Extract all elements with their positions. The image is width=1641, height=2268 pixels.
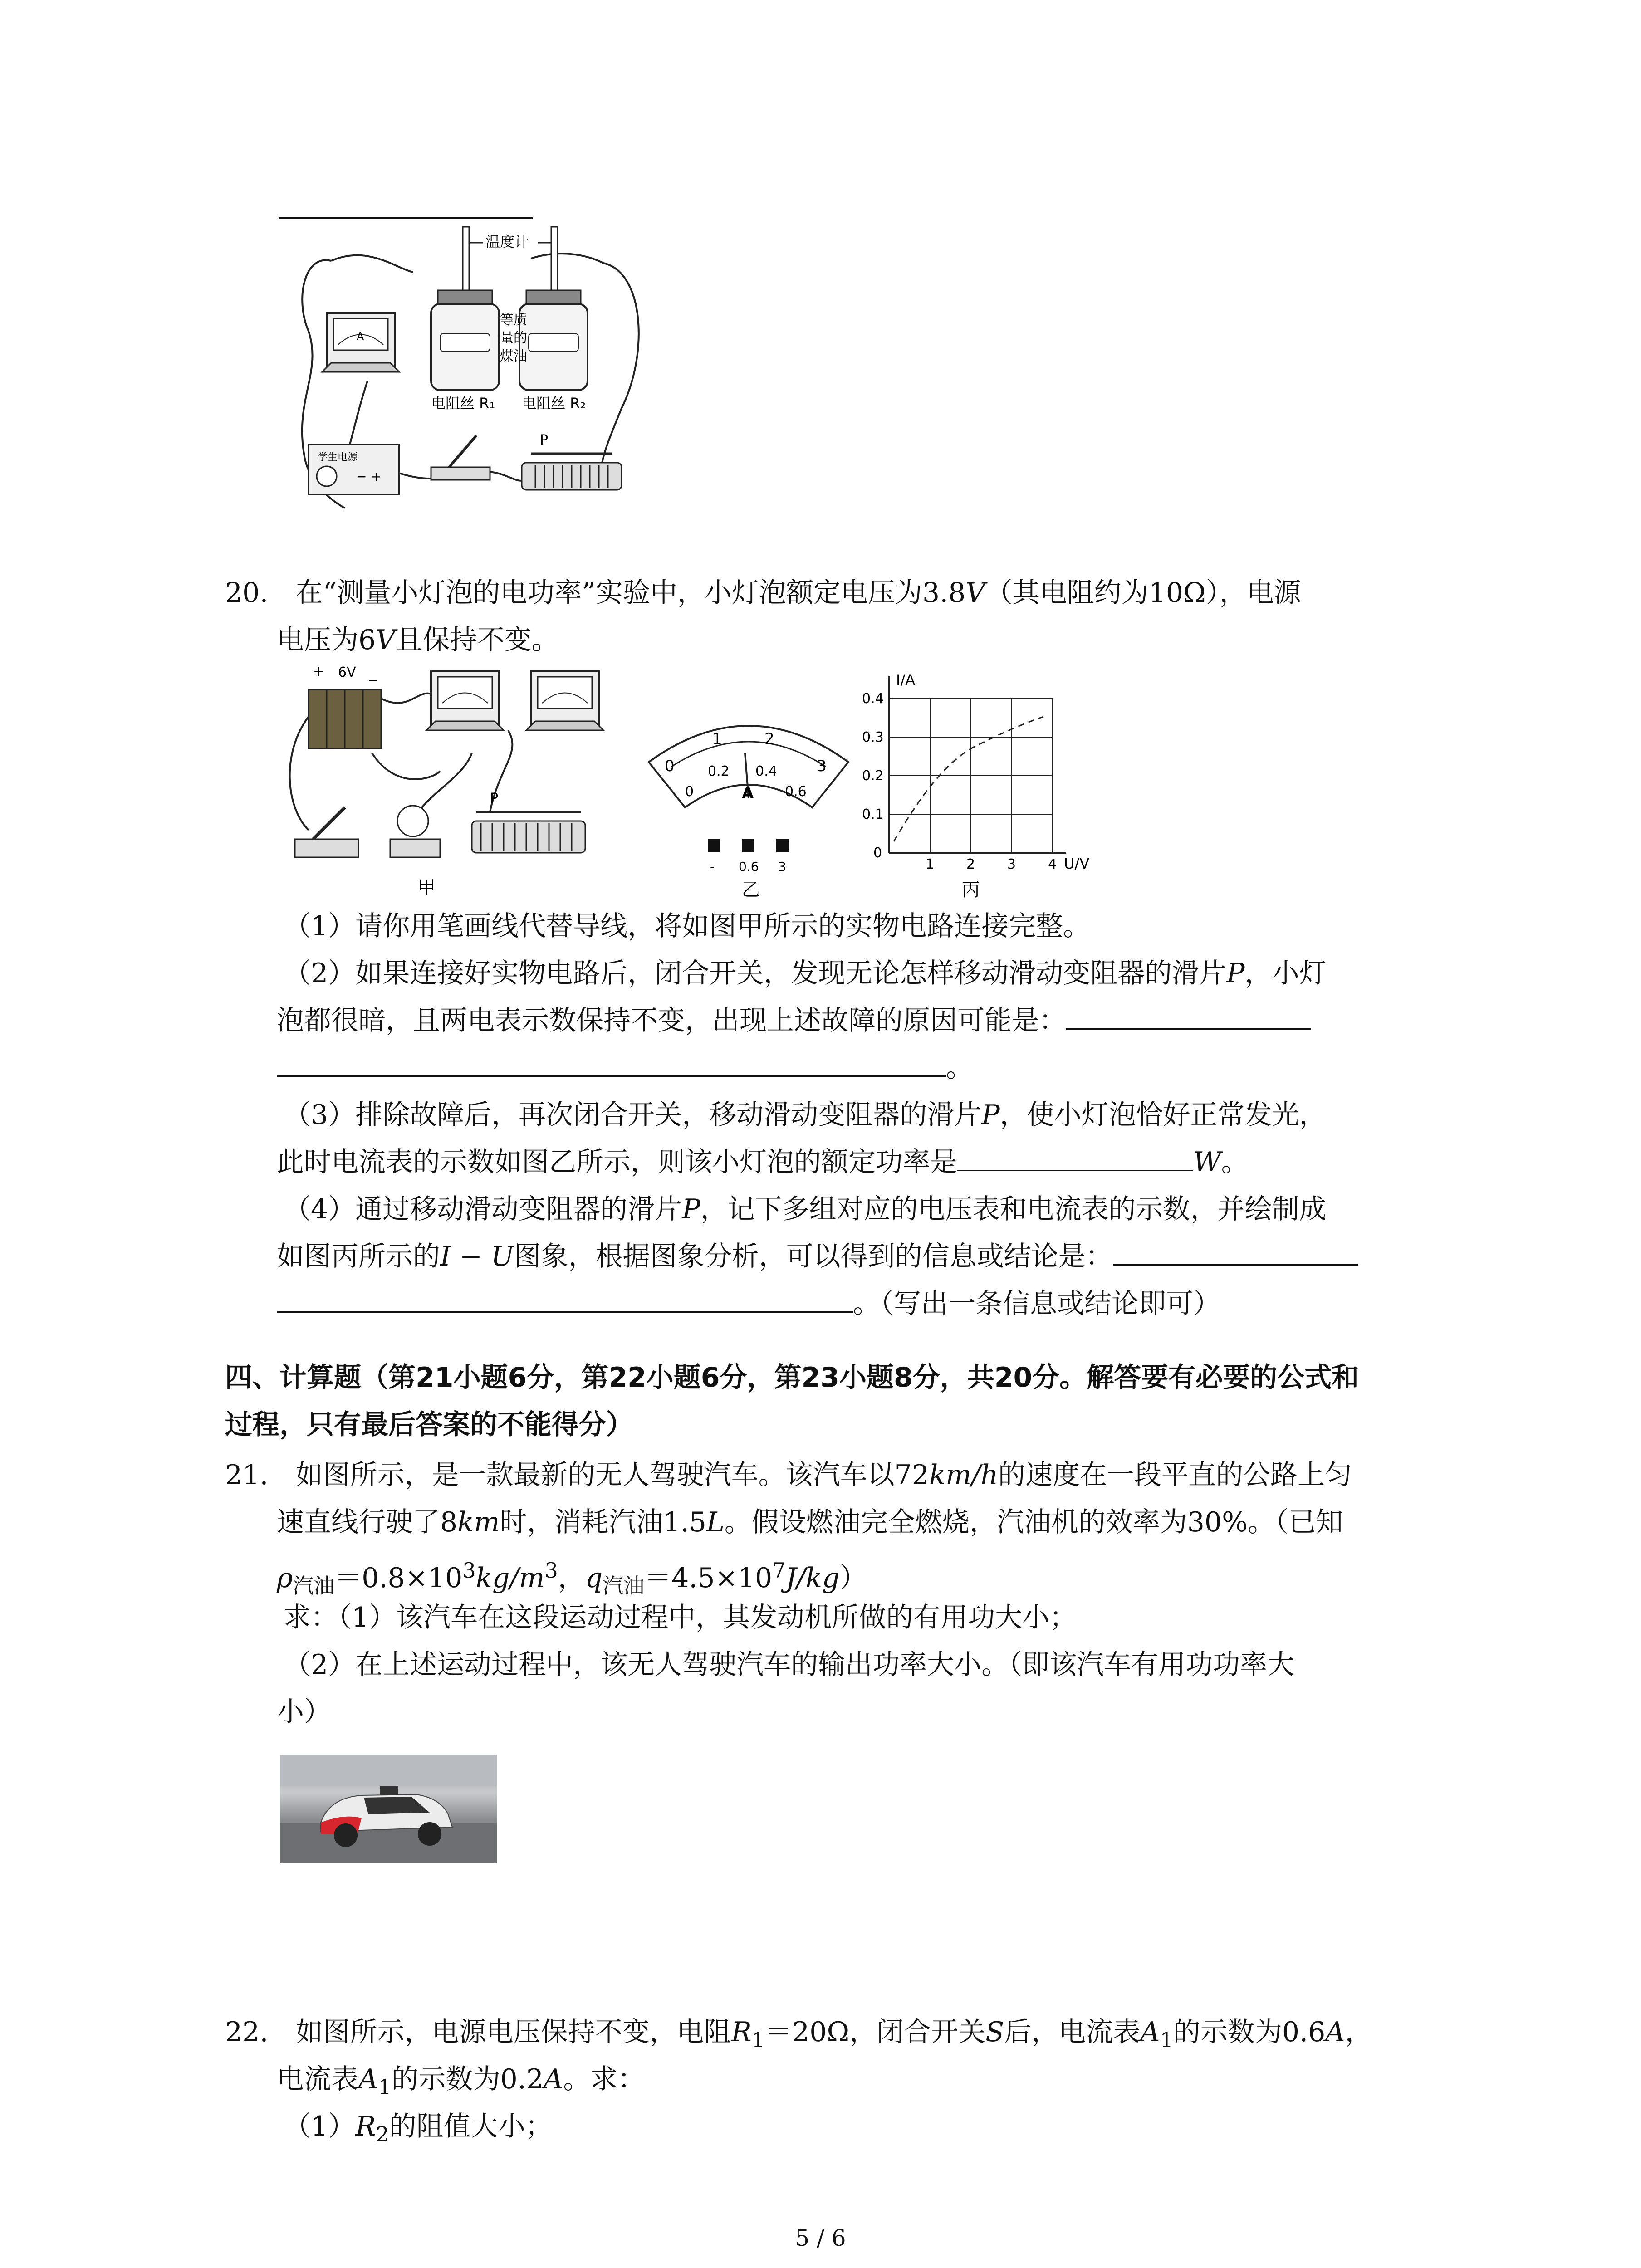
q22-text: ，闭合开关 [849,2016,986,2048]
q22-unit: A [1325,2016,1345,2048]
q20-voltage: 3.8 [922,577,966,609]
q20-unit: V [376,624,396,656]
voltmeter-icon [526,671,603,730]
q20-unit: W [1193,1146,1221,1178]
q20-part4-line1 [284,1186,1327,1233]
q21-exponent: 3 [462,1558,476,1583]
q20-part3-line1 [284,1091,1327,1139]
rheostat-icon [472,791,585,853]
q21-line6 [277,1688,331,1735]
autonomous-car-photo [280,1755,497,1863]
q20-text: ，使小灯泡恰好正常发光， [999,1099,1327,1131]
q20-text: 且保持不变。 [395,624,559,656]
q21-line2 [277,1499,1343,1546]
q22-ammeter: A [1140,2016,1160,2048]
caption-bing: 丙 [962,880,980,900]
svg-text:学生电源: 学生电源 [318,452,358,463]
q20-part1 [284,903,1090,950]
q22-r1-value: ＝20Ω [765,2016,850,2048]
svg-text:温度计: 温度计 [485,233,529,250]
battery-icon [309,664,381,748]
q20-line1 [225,569,1301,616]
q22-unit: A [544,2063,563,2095]
svg-text:0: 0 [873,845,882,861]
q21-unit: kg/m [475,1562,545,1594]
q22-ammeter: A [358,2063,378,2095]
q22-line3 [284,2103,553,2158]
q21-text: 。假设燃油完全燃烧，汽油机的效率为 [724,1506,1187,1538]
q20-text: （2）如果连接好实物电路后，闭合开关，发现无论怎样移动滑动变阻器的滑片 [284,958,1227,989]
q22-subscript: 1 [378,2075,392,2099]
caption-yi: 乙 [742,880,760,900]
q20-number: 20. [225,577,269,609]
q20-text: 在“测量小灯泡的电功率”实验中，小灯泡额定电压为 [295,577,922,609]
q22-number: 22. [225,2016,269,2048]
q21-line5 [284,1641,1294,1688]
q21-text: ） [839,1562,867,1594]
q22-subscript: 1 [1160,2028,1173,2052]
figure-19-joule-heat-apparatus [277,218,653,517]
svg-text:等质: 等质 [500,312,527,328]
q21-text: 时，消耗汽油 [500,1506,663,1538]
svg-text:0.6: 0.6 [785,784,807,800]
svg-text:U/V: U/V [1064,855,1090,872]
svg-text:+: + [313,664,325,679]
svg-text:0.4: 0.4 [755,763,777,779]
q21-unit: L [706,1506,725,1538]
svg-text:0.6: 0.6 [739,859,759,874]
svg-text:-: - [710,859,715,874]
q22-text: 如图所示，电源电压保持不变，电阻 [295,2016,731,2048]
q20-source-voltage: 6 [358,624,376,656]
q20-text: 如图丙所示的 [277,1241,440,1272]
q22-subscript: 1 [751,2028,765,2052]
svg-text:A: A [357,330,364,343]
q20-text: 泡都很暗，且两电表示数保持不变，出现上述故障的原因可能是： [277,1005,1066,1036]
section4-text: 四、计算题（第21小题6分，第22小题6分，第23小题8分，共20分。解答要有必要的公式和 [225,1362,1359,1393]
q22-text: （1） [284,2111,356,2142]
svg-text:0: 0 [665,757,675,775]
q21-exponent: 7 [772,1558,786,1583]
q21-line4 [284,1594,1077,1641]
switch-icon [295,807,358,857]
q21-subscript: 汽油 [603,1574,645,1598]
svg-text:3: 3 [817,757,827,775]
ammeter-icon [426,671,504,730]
q20-part4-line2 [277,1233,1358,1280]
svg-text:1: 1 [926,856,935,872]
svg-text:0.4: 0.4 [862,691,884,707]
svg-text:2: 2 [966,856,975,872]
svg-text:量的: 量的 [500,330,527,346]
rheostat-icon [522,432,622,490]
q20-text: （4）通过移动滑动变阻器的滑片 [284,1193,682,1225]
q21-text: 。（已知 [1248,1506,1343,1538]
iu-curve [894,717,1043,841]
switch-icon [431,435,490,480]
q20-text: 。（写出一条信息或结论即可） [853,1288,1220,1320]
q21-text: 的速度在一段平直的公路上匀 [998,1459,1352,1491]
svg-text:煤油: 煤油 [500,348,527,364]
q22-current: 0.2 [500,2063,544,2095]
q20-text: 。 [946,1052,973,1084]
q22-subscript: 2 [376,2122,389,2146]
q21-text: 小） [277,1696,331,1728]
q22-text: 的阻值大小； [389,2111,553,2142]
car-icon [280,1755,497,1863]
q20-text: 。 [1221,1146,1249,1178]
q21-text: （2）在上述运动过程中，该无人驾驶汽车的输出功率大小。（即该汽车有用功功率大 [284,1649,1295,1681]
q22-text: 后，电流表 [1004,2016,1141,2048]
page-number [0,2225,1641,2251]
q21-text: 如图所示，是一款最新的无人驾驶汽车。该汽车以 [295,1459,895,1491]
q21-volume: 1.5 [663,1506,706,1538]
answer-blank[interactable] [277,1284,853,1313]
q21-efficiency: 30% [1187,1506,1248,1538]
q21-exponent: 3 [544,1558,558,1583]
q22-text: 。求： [563,2063,645,2095]
svg-text:6V: 6V [338,665,356,680]
q20-text: （其电阻约为 [985,577,1149,609]
svg-text:− +: − + [356,469,382,484]
q20-unit: V [965,577,985,609]
power-supply-icon [309,445,399,494]
svg-text:0.2: 0.2 [708,763,730,779]
q22-line2 [277,2056,645,2111]
q22-switch-s: S [985,2016,1004,2048]
q21-unit: km [457,1506,500,1538]
q21-q: q [585,1562,603,1594]
figure-20-jia-circuit [281,662,617,903]
q20-part2-line3 [277,1044,973,1091]
q21-text: 速直线行驶了 [277,1506,440,1538]
caption-jia: 甲 [417,877,436,898]
q20-text: （3）排除故障后，再次闭合开关，移动滑动变阻器的滑片 [284,1099,982,1131]
svg-text:0.3: 0.3 [862,729,884,745]
svg-text:P: P [540,432,549,448]
q20-part4-line3 [277,1280,1220,1327]
q20-part1-text: （1）请你用笔画线代替导线，将如图甲所示的实物电路连接完整。 [284,910,1091,942]
q20-part2-line1 [284,950,1327,997]
q21-heat-value: ＝4.5×10 [644,1562,773,1594]
q20-resistance: 10Ω [1148,577,1206,609]
answer-blank[interactable] [957,1143,1193,1171]
q20-text: 电压为 [277,624,358,656]
svg-text:3: 3 [778,859,786,874]
q21-rho: ρ [277,1562,293,1594]
svg-text:3: 3 [1007,856,1016,872]
svg-text:2: 2 [764,730,774,748]
q22-text: 的示数为 [1173,2016,1282,2048]
answer-blank[interactable] [277,1048,946,1077]
q20-text: ），电源 [1205,577,1301,609]
section4-text: 过程，只有最后答案的不能得分） [225,1409,633,1441]
svg-text:I/A: I/A [896,671,916,689]
q20-slider-p: P [1226,958,1245,989]
svg-text:0: 0 [685,784,694,800]
q22-text: 的示数为 [391,2063,500,2095]
q21-number: 21. [225,1459,269,1491]
q22-r: R [731,2016,752,2048]
q20-slider-p: P [682,1193,700,1225]
q22-r: R [355,2111,376,2142]
answer-blank[interactable] [1113,1237,1358,1266]
q22-current: 0.6 [1282,2016,1326,2048]
section4-heading-line1 [225,1354,1359,1401]
figure-20-bing-iu-graph [853,667,1107,903]
q22-text: ， [1345,2016,1372,2048]
page-number-text: 5 / 6 [795,2225,846,2251]
q20-text: 此时电流表的示数如图乙所示，则该小灯泡的额定功率是 [277,1146,957,1178]
svg-text:0.1: 0.1 [862,807,884,822]
q20-line2 [277,616,559,664]
q20-text: ，记下多组对应的电压表和电流表的示数，并绘制成 [700,1193,1327,1225]
q21-line1 [225,1452,1352,1499]
svg-text:电阻丝 R₂: 电阻丝 R₂ [522,395,586,412]
ammeter-icon [322,313,399,372]
lamp-icon [390,806,440,857]
q20-part3-line2 [277,1139,1249,1186]
svg-text:A: A [742,784,754,802]
q20-text: 图象，根据图象分析，可以得到的信息或结论是： [514,1241,1113,1272]
q20-part2-line2 [277,997,1311,1044]
section4-heading-line2 [225,1401,633,1448]
svg-text:1: 1 [712,730,722,748]
svg-text:电阻丝 R₁: 电阻丝 R₁ [431,395,495,412]
q20-iu: I − U [440,1241,514,1272]
q21-text: 求：（1）该汽车在这段运动过程中，其发动机所做的有用功大小； [284,1602,1077,1633]
q21-unit: km/h [929,1459,999,1491]
q22-text: 电流表 [277,2063,358,2095]
q22-line1 [225,2009,1372,2063]
svg-text:−: − [367,673,379,689]
q21-speed: 72 [894,1459,929,1491]
q21-subscript: 汽油 [293,1574,335,1598]
svg-text:P: P [490,791,499,807]
q21-unit: J/kg [785,1562,840,1594]
q21-distance: 8 [440,1506,458,1538]
q21-density: ＝0.8×10 [334,1562,463,1594]
svg-text:0.2: 0.2 [862,768,884,784]
svg-text:4: 4 [1048,856,1057,872]
q20-slider-p: P [981,1099,1000,1131]
figure-20-yi-ammeter [640,708,857,903]
q20-text: ，小灯 [1244,958,1327,989]
q21-text: ， [558,1562,585,1594]
answer-blank[interactable] [1066,1001,1311,1030]
